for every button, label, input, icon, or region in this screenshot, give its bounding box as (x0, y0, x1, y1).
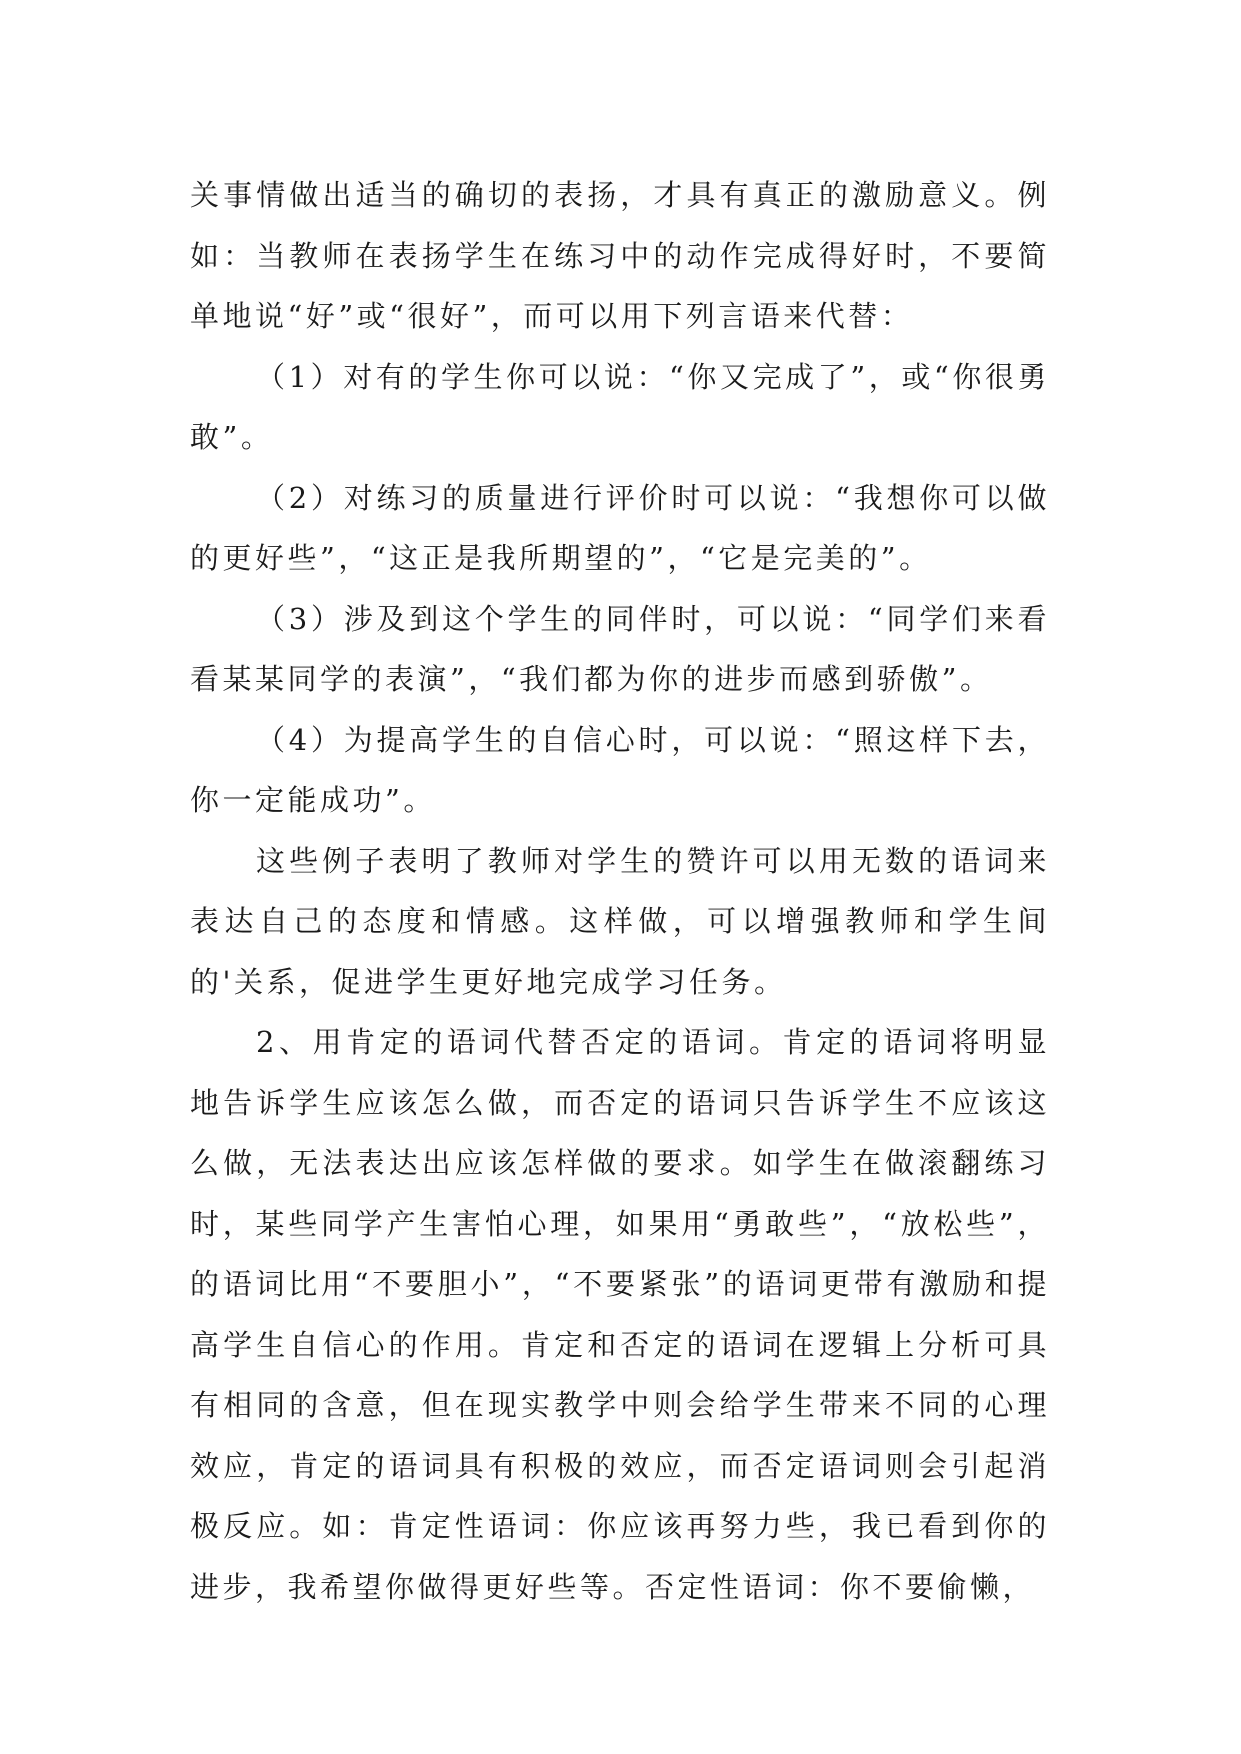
paragraph-item-3: （3）涉及到这个学生的同伴时，可以说：“同学们来看看某某同学的表演”，“我们都为你的进步而感到骄傲”。 (190, 601, 1050, 696)
paragraph-item-2: （2）对练习的质量进行评价时可以说：“我想你可以做的更好些”，“这正是我所期望的”，“它是完美的”。 (190, 480, 1050, 575)
paragraph-item-4: （4）为提高学生的自信心时，可以说：“照这样下去，你一定能成功”。 (190, 722, 1050, 817)
paragraph-item-1: （1）对有的学生你可以说：“你又完成了”，或“你很勇敢”。 (190, 359, 1050, 454)
paragraph-continuation: 关事情做出适当的确切的表扬，才具有真正的激励意义。例如：当教师在表扬学生在练习中的动作完成得好时，不要简单地说“好”或“很好”，而可以用下列言语来代替： (190, 178, 1050, 333)
document-body (190, 165, 1050, 1617)
paragraph-summary: 这些例子表明了教师对学生的赞许可以用无数的语词来表达自己的态度和情感。这样做，可以增强教师和学生间的'关系，促进学生更好地完成学习任务。 (190, 843, 1050, 999)
paragraph-section-2: 2、用肯定的语词代替否定的语词。肯定的语词将明显地告诉学生应该怎么做，而否定的语词只告诉学生不应该这么做，无法表达出应该怎样做的要求。如学生在做滚翻练习时，某些同学产生害怕心理，如果用“勇敢些”，“放松些”，的语词比用“不要胆小”，“不要紧张”的语词更带有激励和提高学生自信心的作用。肯定和否定的语词在逻辑上分析可具有相同的含意，但在现实教学中则会给学生带来不同的心理效应，肯定的语词具有积极的效应，而否定语词则会引起消极反应。如：肯定性语词：你应该再努力些，我已看到你的进步，我希望你做得更好些等。否定性语词：你不要偷懒， (190, 1025, 1050, 1604)
